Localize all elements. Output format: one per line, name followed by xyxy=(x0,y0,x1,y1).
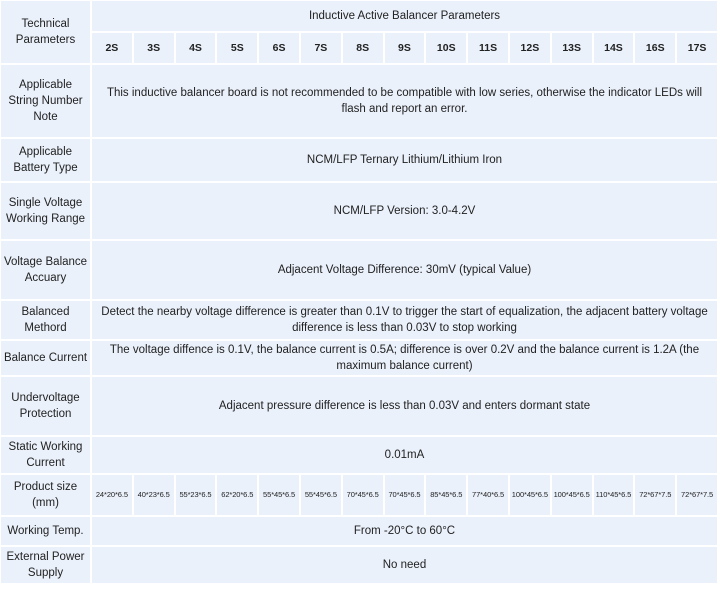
size-2s: 24*20*6.5 xyxy=(92,475,132,515)
size-17s: 72*67*7.5 xyxy=(677,475,717,515)
value-voltage-range: NCM/LFP Version: 3.0-4.2V xyxy=(92,183,717,239)
label-undervoltage: Undervoltage Protection xyxy=(1,377,90,435)
label-product-size: Product size (mm) xyxy=(1,475,90,515)
label-external-power: External Power Supply xyxy=(1,547,90,583)
row-external-power xyxy=(1,547,717,583)
label-battery-type: Applicable Battery Type xyxy=(1,139,90,181)
series-14s: 14S xyxy=(594,33,634,63)
series-9s: 9S xyxy=(385,33,425,63)
label-working-temp: Working Temp. xyxy=(1,517,90,545)
label-balance-current: Balance Current xyxy=(1,341,90,375)
value-string-note: This inductive balancer board is not recommended to be compatible with low series, otherwise the indicator LEDs will flash and report an error. xyxy=(92,65,717,137)
series-10s: 10S xyxy=(426,33,466,63)
value-undervoltage: Adjacent pressure difference is less than 0.03V and enters dormant state xyxy=(92,377,717,435)
size-3s: 40*23*6.5 xyxy=(134,475,174,515)
series-7s: 7S xyxy=(301,33,341,63)
size-9s: 70*45*6.5 xyxy=(385,475,425,515)
series-row xyxy=(1,33,717,63)
size-4s: 55*23*6.5 xyxy=(176,475,216,515)
series-11s: 11S xyxy=(468,33,508,63)
row-string-note xyxy=(1,65,717,137)
label-voltage-range: Single Voltage Working Range xyxy=(1,183,90,239)
value-external-power: No need xyxy=(92,547,717,583)
series-6s: 6S xyxy=(259,33,299,63)
table-title: Inductive Active Balancer Parameters xyxy=(92,1,717,31)
size-16s: 72*67*7.5 xyxy=(635,475,675,515)
series-3s: 3S xyxy=(134,33,174,63)
size-10s: 85*45*6.5 xyxy=(426,475,466,515)
value-battery-type: NCM/LFP Ternary Lithium/Lithium Iron xyxy=(92,139,717,181)
header-title-row xyxy=(1,1,717,31)
row-balanced-method xyxy=(1,301,717,339)
value-working-temp: From -20°C to 60°C xyxy=(92,517,717,545)
row-working-temp xyxy=(1,517,717,545)
size-13s: 100*45*6.5 xyxy=(552,475,592,515)
series-2s: 2S xyxy=(92,33,132,63)
size-8s: 70*45*6.5 xyxy=(343,475,383,515)
corner-label: Technical Parameters xyxy=(1,1,90,63)
series-5s: 5S xyxy=(217,33,257,63)
row-static-current xyxy=(1,437,717,473)
series-8s: 8S xyxy=(343,33,383,63)
label-static-current: Static Working Current xyxy=(1,437,90,473)
size-7s: 55*45*6.5 xyxy=(301,475,341,515)
label-balance-accuracy: Voltage Balance Accuary xyxy=(1,241,90,299)
size-12s: 100*45*6.5 xyxy=(510,475,550,515)
series-4s: 4S xyxy=(176,33,216,63)
row-undervoltage xyxy=(1,377,717,435)
label-string-note: Applicable String Number Note xyxy=(1,65,90,137)
value-static-current: 0.01mA xyxy=(92,437,717,473)
value-balance-accuracy: Adjacent Voltage Difference: 30mV (typical Value) xyxy=(92,241,717,299)
value-balanced-method: Detect the nearby voltage difference is greater than 0.1V to trigger the start of equalization, the adjacent battery voltage difference is less than 0.03V to stop working xyxy=(92,301,717,339)
size-11s: 77*40*6.5 xyxy=(468,475,508,515)
size-14s: 110*45*6.5 xyxy=(594,475,634,515)
size-5s: 62*20*6.5 xyxy=(217,475,257,515)
row-balance-current xyxy=(1,341,717,375)
row-product-size xyxy=(1,475,717,515)
size-6s: 55*45*6.5 xyxy=(259,475,299,515)
value-balance-current: The voltage diffence is 0.1V, the balance current is 0.5A; difference is over 0.2V and the balance current is 1.2A (the maximum balance current) xyxy=(92,341,717,375)
series-12s: 12S xyxy=(510,33,550,63)
label-balanced-method: Balanced Methord xyxy=(1,301,90,339)
row-battery-type xyxy=(1,139,717,181)
row-balance-accuracy xyxy=(1,241,717,299)
series-17s: 17S xyxy=(677,33,717,63)
series-13s: 13S xyxy=(552,33,592,63)
series-16s: 16S xyxy=(635,33,675,63)
row-voltage-range xyxy=(1,183,717,239)
